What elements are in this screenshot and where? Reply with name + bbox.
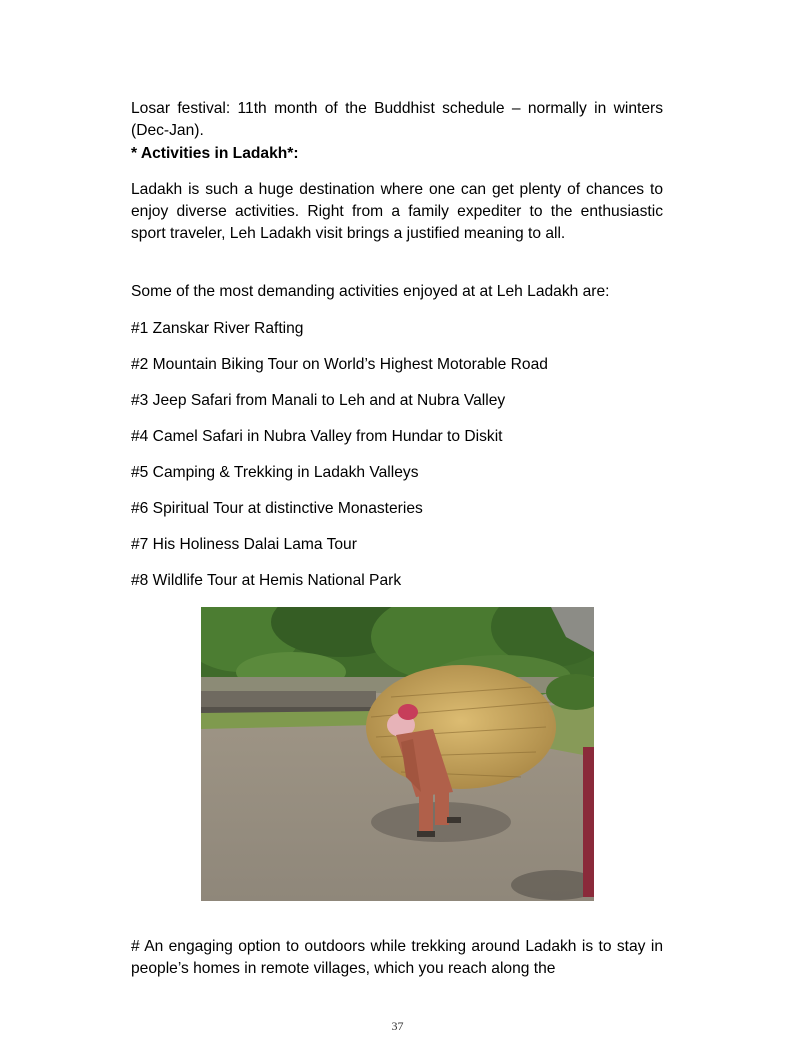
list-item: #3 Jeep Safari from Manali to Leh and at Nubra Valley — [131, 392, 506, 409]
list-item: #2 Mountain Biking Tour on World’s Highest Motorable Road — [131, 356, 548, 373]
closing-paragraph: # An engaging option to outdoors while trekking around Ladakh is to stay in people’s homes in remote villages, which you reach along the — [131, 938, 663, 977]
list-item: #5 Camping & Trekking in Ladakh Valleys — [131, 464, 419, 481]
list-item: #6 Spiritual Tour at distinctive Monasteries — [131, 500, 423, 517]
list-item: #7 His Holiness Dalai Lama Tour — [131, 536, 357, 553]
list-item: #1 Zanskar River Rafting — [131, 320, 304, 337]
list-item: #8 Wildlife Tour at Hemis National Park — [131, 572, 402, 589]
paragraph-activities-intro: Ladakh is such a huge destination where one can get plenty of chances to enjoy diverse activities. Right from a family expediter to the enthusiastic sport traveler, Leh Ladakh visit brings a justified meaning to all. — [131, 181, 663, 242]
page-number: 37 — [391, 1019, 404, 1033]
photo-villager-with-hay — [201, 607, 594, 901]
intro-paragraph: Losar festival: 11th month of the Buddhist schedule – normally in winters (Dec-Jan). — [131, 100, 663, 139]
paragraph-list-lead: Some of the most demanding activities enjoyed at at Leh Ladakh are: — [131, 283, 610, 300]
list-item: #4 Camel Safari in Nubra Valley from Hundar to Diskit — [131, 428, 503, 445]
section-heading: * Activities in Ladakh*: — [131, 145, 299, 162]
